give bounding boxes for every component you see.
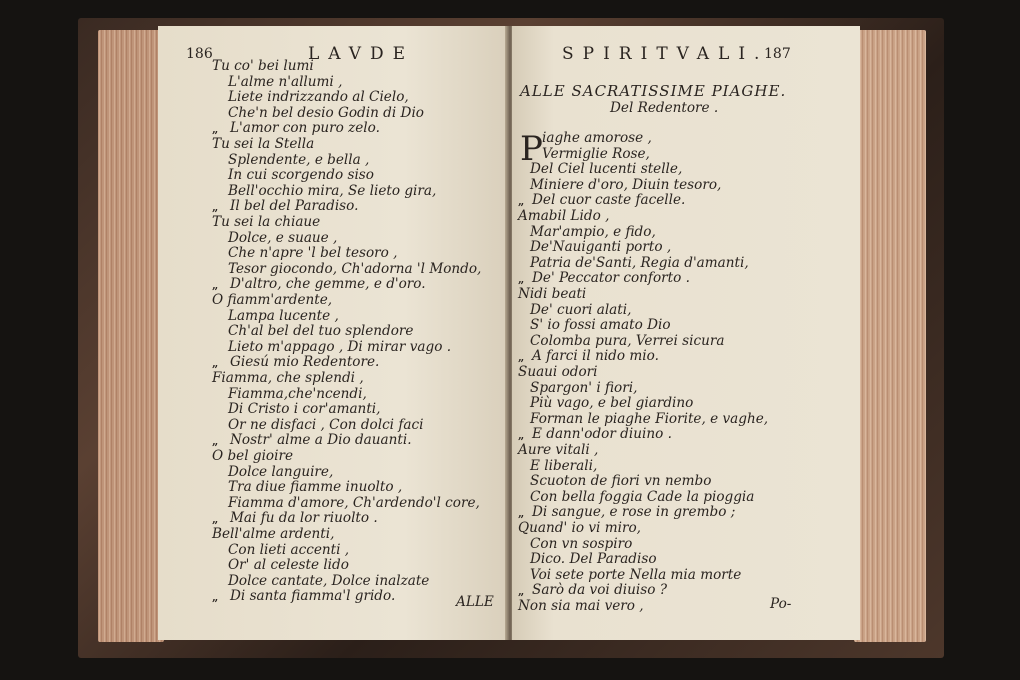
verse-line: Mai fu da lor riuolto . — [230, 510, 378, 527]
verse-line: Quand' io vi miro, — [518, 520, 641, 536]
left-page-number: 186 — [186, 46, 213, 62]
verse-line: Con lieti accenti , — [228, 541, 350, 558]
verse-line: Splendente, e bella , — [228, 151, 370, 168]
drop-cap: P — [520, 129, 543, 169]
repeat-mark: „ — [212, 279, 219, 293]
repeat-mark: „ — [518, 273, 525, 287]
verse-line: Forman le piaghe Fiorite, e vaghe, — [530, 410, 769, 427]
left-catchword: ALLE — [456, 594, 494, 610]
verse-line: E dann'odor diuino . — [532, 426, 672, 443]
verse-line: L'alme n'allumi , — [228, 73, 343, 90]
verse-line: Dolce, e suaue , — [228, 229, 338, 246]
verse-line: In cui scorgendo siso — [228, 167, 374, 184]
verse-line: Lieto m'appago , Di mirar vago . — [228, 338, 452, 355]
verse-line: Di Cristo i cor'amanti, — [228, 401, 381, 418]
verse-line: Liete indrizzando al Cielo, — [228, 89, 409, 106]
repeat-mark: „ — [518, 195, 525, 209]
verse-line: O bel gioire — [212, 448, 294, 464]
verse-line: D'altro, che gemme, e d'oro. — [230, 276, 426, 293]
verse-line: Aure vitali , — [518, 442, 599, 458]
verse-line: Mar'ampio, e fido, — [530, 223, 656, 240]
verse-line: Scuoton de fiori vn nembo — [530, 473, 712, 490]
verse-line: Del cuor caste facelle. — [532, 192, 686, 209]
verse-line: Tu sei la chiaue — [212, 214, 321, 230]
verse-line: De' Peccator conforto . — [532, 270, 690, 287]
verse-line: Amabil Lido , — [518, 208, 610, 224]
verse-line: Ch'al bel del tuo splendore — [228, 323, 414, 340]
right-running-head: SPIRITVALI. — [562, 44, 769, 64]
verse-line: Or' al celeste lido — [228, 557, 349, 574]
verse-line: Nidi beati — [518, 286, 587, 302]
verse-line: Il bel del Paradiso. — [230, 198, 359, 215]
poem-subtitle: Del Redentore . — [610, 100, 719, 116]
verse-line: Lampa lucente , — [228, 307, 339, 324]
verse-line: E liberali, — [530, 457, 598, 474]
repeat-mark: „ — [212, 123, 219, 137]
repeat-mark: „ — [212, 201, 219, 215]
verse-line: Nostr' alme a Dio dauanti. — [230, 432, 412, 449]
verse-line: Fiamma, che splendi , — [212, 370, 364, 386]
repeat-mark: „ — [212, 357, 219, 371]
verse-line: Tra diue fiamme inuolto , — [228, 479, 403, 496]
verse-line: De'Nauiganti porto , — [530, 239, 672, 256]
verse-line: O fiamm'ardente, — [212, 292, 333, 308]
right-catchword: Po- — [770, 596, 792, 612]
verse-line: Con vn sospiro — [530, 535, 633, 552]
verse-line: Che'n bel desio Godin di Dio — [228, 104, 424, 121]
right-page — [512, 26, 860, 640]
left-page-edges — [98, 30, 164, 642]
verse-line: Con bella foggia Cade la pioggia — [530, 488, 755, 505]
right-page-edges — [854, 30, 926, 642]
verse-line: Dolce languire, — [228, 463, 334, 480]
poem-title: ALLE SACRATISSIME PIAGHE. — [520, 82, 787, 100]
verse-line: L'amor con puro zelo. — [230, 120, 380, 137]
verse-line: Tu sei la Stella — [212, 136, 315, 152]
verse-line: Di sangue, e rose in grembo ; — [532, 504, 736, 521]
verse-line: Più vago, e bel giardino — [530, 395, 694, 412]
verse-line: iaghe amorose , — [542, 130, 652, 146]
left-page — [158, 26, 510, 640]
verse-line: Tesor giocondo, Ch'adorna 'l Mondo, — [228, 260, 482, 277]
verse-line: Del Ciel lucenti stelle, — [530, 161, 683, 178]
verse-line: A farci il nido mio. — [532, 348, 659, 365]
verse-line: Patria de'Santi, Regia d'amanti, — [530, 254, 749, 271]
repeat-mark: „ — [212, 591, 219, 605]
verse-line: Dico. Del Paradiso — [530, 551, 657, 568]
verse-line: Giesú mio Redentore. — [230, 354, 380, 371]
verse-line: Suaui odori — [518, 364, 598, 380]
verse-line: Bell'occhio mira, Se lieto gira, — [228, 182, 437, 199]
verse-line: Che n'apre 'l bel tesoro , — [228, 245, 398, 262]
verse-line: Vermiglie Rose, — [542, 145, 650, 162]
verse-line: Voi sete porte Nella mia morte — [530, 566, 742, 583]
repeat-mark: „ — [212, 513, 219, 527]
verse-line: Non sia mai vero , — [518, 598, 644, 614]
repeat-mark: „ — [518, 585, 525, 599]
verse-line: S' io fossi amato Dio — [530, 317, 671, 334]
repeat-mark: „ — [518, 351, 525, 365]
verse-line: Miniere d'oro, Diuin tesoro, — [530, 176, 722, 193]
verse-line: Colomba pura, Verrei sicura — [530, 332, 725, 349]
verse-line: Spargon' i fiori, — [530, 379, 638, 396]
verse-line: Fiamma d'amore, Ch'ardendo'l core, — [228, 494, 480, 511]
repeat-mark: „ — [518, 507, 525, 521]
verse-line: Dolce cantate, Dolce inalzate — [228, 572, 430, 589]
verse-line: Or ne disfaci , Con dolci faci — [228, 416, 424, 433]
left-running-head: LAVDE — [308, 44, 415, 64]
verse-line: Bell'alme ardenti, — [212, 526, 335, 542]
verse-line: Di santa fiamma'l grido. — [230, 588, 396, 605]
repeat-mark: „ — [212, 435, 219, 449]
right-page-number: 187 — [764, 46, 791, 62]
verse-line: Tu co' bei lumi — [212, 58, 314, 74]
verse-line: Fiamma,che'ncendi, — [228, 385, 367, 402]
verse-line: Sarò da voi diuiso ? — [532, 582, 668, 599]
verse-line: De' cuori alati, — [530, 301, 632, 318]
repeat-mark: „ — [518, 429, 525, 443]
